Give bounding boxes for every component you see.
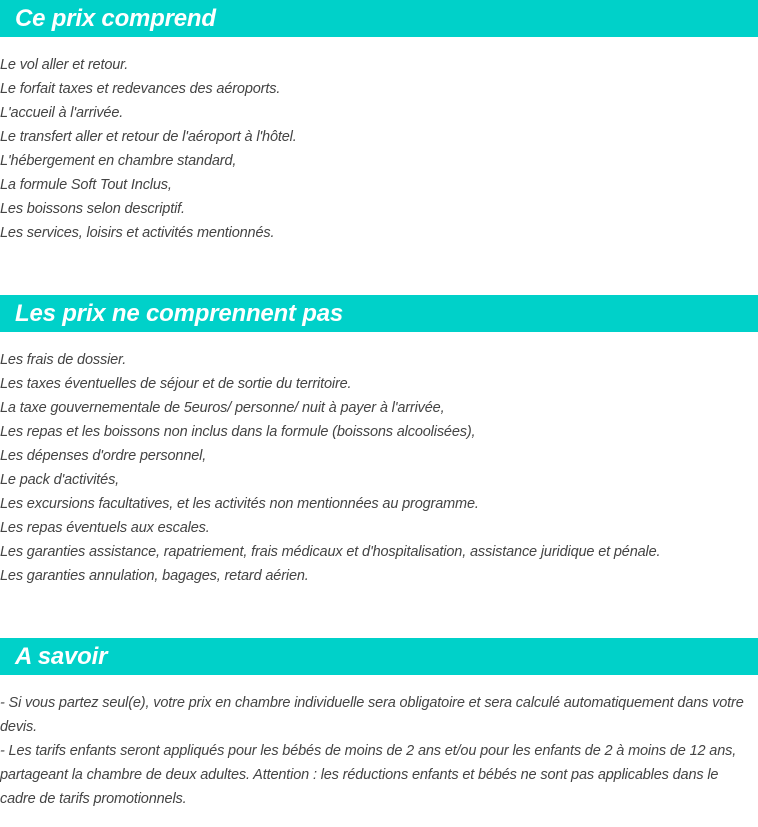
included-item: Les boissons selon descriptif. bbox=[0, 201, 185, 217]
note-paragraph: - Si vous partez seul(e), votre prix en chambre individuelle sera obligatoire et sera calculé automatiquement dans votre devis. bbox=[0, 695, 744, 735]
excluded-item: La taxe gouvernementale de 5euros/ personne/ nuit à payer à l'arrivée, bbox=[0, 400, 445, 416]
note-paragraph: - Les tarifs enfants seront appliqués pour les bébés de moins de 2 ans et/ou pour les enfants de 2 à moins de 12 ans, partageant la chambre de deux adultes. Attention : les réductions enfants et bébés ne sont pas applicables dans le cadre de tarifs promotionnels. bbox=[0, 743, 737, 807]
excluded-title: Les prix ne comprennent pas bbox=[15, 300, 344, 327]
excluded-item: Les garanties assistance, rapatriement, frais médicaux et d'hospitalisation, assistance juridique et pénale. bbox=[0, 544, 661, 560]
excluded-item: Les taxes éventuelles de séjour et de sortie du territoire. bbox=[0, 376, 352, 392]
excluded-item: Les dépenses d'ordre personnel, bbox=[0, 448, 207, 464]
excluded-section bbox=[0, 295, 758, 588]
excluded-list bbox=[0, 332, 758, 588]
included-title: Ce prix comprend bbox=[15, 5, 216, 32]
excluded-banner bbox=[0, 295, 758, 332]
excluded-item: Les repas éventuels aux escales. bbox=[0, 520, 210, 536]
included-item: L'hébergement en chambre standard, bbox=[0, 153, 237, 169]
excluded-item: Les frais de dossier. bbox=[0, 352, 127, 368]
excluded-item: Le pack d'activités, bbox=[0, 472, 120, 488]
included-item: Le forfait taxes et redevances des aéroports. bbox=[0, 81, 281, 97]
excluded-item: Les repas et les boissons non inclus dans la formule (boissons alcoolisées), bbox=[0, 424, 476, 440]
notes-body bbox=[0, 675, 758, 811]
notes-banner bbox=[0, 638, 758, 675]
included-list bbox=[0, 37, 758, 245]
included-item: Les services, loisirs et activités mentionnés. bbox=[0, 225, 275, 241]
included-item: L'accueil à l'arrivée. bbox=[0, 105, 124, 121]
included-item: Le vol aller et retour. bbox=[0, 57, 129, 73]
excluded-item: Les garanties annulation, bagages, retard aérien. bbox=[0, 568, 309, 584]
excluded-item: Les excursions facultatives, et les activités non mentionnées au programme. bbox=[0, 496, 479, 512]
notes-section bbox=[0, 638, 758, 811]
included-banner bbox=[0, 0, 758, 37]
notes-title: A savoir bbox=[15, 643, 108, 670]
included-section bbox=[0, 0, 758, 245]
included-item: La formule Soft Tout Inclus, bbox=[0, 177, 172, 193]
included-item: Le transfert aller et retour de l'aéroport à l'hôtel. bbox=[0, 129, 297, 145]
